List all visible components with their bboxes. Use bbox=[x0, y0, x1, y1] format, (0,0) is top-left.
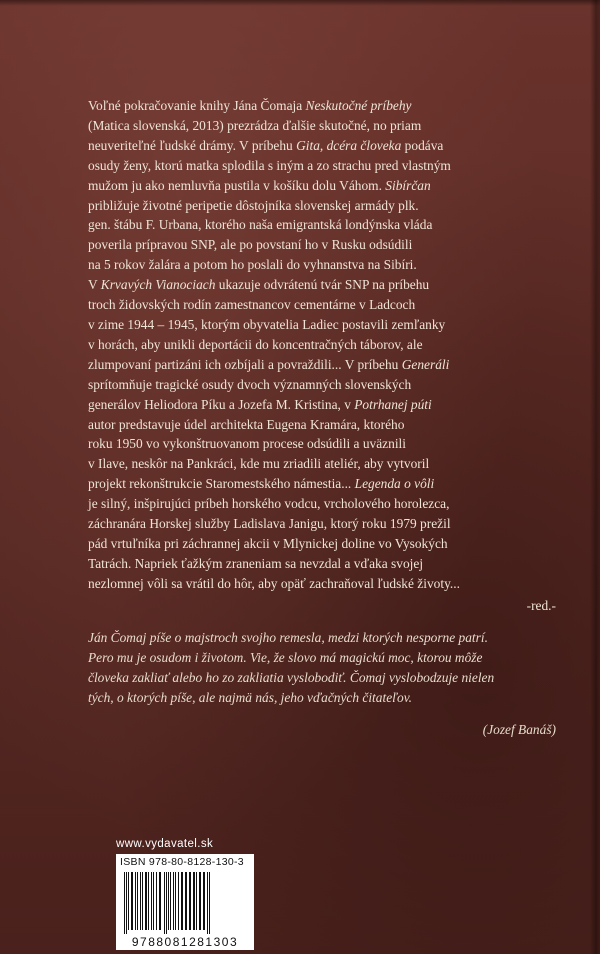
barcode-bar bbox=[203, 872, 205, 930]
blurb-line bbox=[88, 136, 556, 156]
barcode-bar bbox=[196, 872, 197, 930]
blurb-text-run: pád vrtuľníka pri záchrannej akcii v Mlynickej doline vo Vysokých bbox=[88, 535, 448, 551]
blurb-text-run: zlumpovaní partizáni ich ozbíjali a povraždili... V príbehu bbox=[88, 356, 402, 372]
blurb-text-run: v zime 1944 – 1945, ktorým obyvatelia Ladiec postavili zemľanky bbox=[88, 316, 446, 332]
barcode-bar bbox=[126, 872, 127, 934]
blurb-text-run: neuveriteľné ľudské drámy. V príbehu bbox=[88, 137, 297, 153]
blurb-line bbox=[88, 375, 556, 395]
blurb-line bbox=[88, 96, 556, 116]
quote-line: Pero mu je osudom i životom. Vie, že slovo má magickú moc, ktorou môže bbox=[88, 649, 483, 665]
publisher-website: www.vydavatel.sk bbox=[116, 838, 214, 850]
barcode-bar bbox=[193, 872, 195, 930]
barcode-bar bbox=[145, 872, 147, 930]
barcode-bar bbox=[178, 872, 179, 930]
blurb-text-run: V bbox=[88, 277, 101, 293]
blurb-line bbox=[88, 196, 556, 216]
blurb-line bbox=[88, 574, 556, 594]
barcode-bar bbox=[142, 872, 143, 930]
blurb-text-run: v horách, aby unikli deportácii do koncentračných táborov, ale bbox=[88, 336, 423, 352]
blurb-text bbox=[88, 96, 556, 594]
barcode-bar bbox=[168, 872, 169, 930]
barcode-bar bbox=[173, 872, 174, 930]
quote-line: Ján Čomaj píše o majstroch svojho remesla, medzi ktorých nesporne patrí. bbox=[88, 630, 488, 645]
blurb-text-run: na 5 rokov žalára a potom ho poslali do vyhnanstva na Sibíri. bbox=[88, 257, 417, 273]
barcode-bar bbox=[164, 872, 165, 934]
blurb-line bbox=[88, 534, 556, 554]
blurb-line bbox=[88, 275, 556, 295]
blurb-text-run: osudy ženy, ktorú matka splodila s iným a zo strachu pred vlastným bbox=[88, 157, 451, 173]
spine-edge-shadow bbox=[590, 0, 600, 954]
blurb-text-run: v Ilave, neskôr na Pankráci, kde mu zriadili ateliér, aby vytvoril bbox=[88, 456, 430, 472]
blurb-text-run: sprítomňuje tragické osudy dvoch významných slovenských bbox=[88, 376, 412, 392]
quote-line: tých, o ktorých píše, ale najmä nás, jeho vďačných čitateľov. bbox=[88, 689, 412, 705]
barcode-bar bbox=[156, 872, 157, 930]
barcode-bar bbox=[207, 872, 208, 934]
blurb-line bbox=[88, 335, 556, 355]
blurb-text-run: troch židovských rodín zamestnancov cementárne v Ladcoch bbox=[88, 297, 416, 313]
barcode-bar bbox=[189, 872, 191, 930]
blurb-line bbox=[88, 554, 556, 574]
book-title: Krvavých Vianociach bbox=[100, 277, 216, 293]
blurb-line bbox=[88, 454, 556, 474]
book-title: Legenda o vôli bbox=[354, 476, 435, 492]
blurb-text-run: Voľné pokračovanie knihy Jána Čomaja bbox=[88, 98, 306, 113]
book-title: Neskutočné príbehy bbox=[305, 98, 412, 113]
blurb-text-run: približuje životné peripetie dôstojníka slovenskej armády plk. bbox=[88, 197, 419, 213]
quote-attribution: (Jozef Banáš) bbox=[482, 722, 556, 737]
blurb-line bbox=[88, 355, 556, 375]
barcode-bar bbox=[170, 872, 171, 930]
blurb-text-run: záchranára Horskej služby Ladislava Janigu, ktorý roku 1979 prežil bbox=[88, 516, 451, 532]
quote-line: človeka zakliať alebo ho zo zakliatia vyslobodiť. Čomaj vyslobodzuje nielen bbox=[88, 669, 495, 685]
blurb-line bbox=[88, 395, 556, 415]
blurb-line bbox=[88, 415, 556, 435]
barcode-bar bbox=[209, 872, 210, 934]
blurb-text-run: nezlomnej vôli sa vrátil do hôr, aby opäť zachraňoval ľudské životy... bbox=[88, 575, 460, 591]
blurb-line bbox=[88, 494, 556, 514]
top-edge-shadow bbox=[0, 0, 600, 6]
barcode-label bbox=[116, 854, 254, 950]
blurb-line bbox=[88, 176, 556, 196]
barcode-bar bbox=[199, 872, 201, 930]
barcode bbox=[122, 872, 248, 934]
blurb-line bbox=[88, 156, 556, 176]
blurb-line bbox=[88, 215, 556, 235]
barcode-bar bbox=[175, 872, 176, 930]
blurb-text-run: gen. štábu F. Urbana, ktorého naša emigrantská londýnska vláda bbox=[88, 217, 433, 233]
book-title: Potrhanej púti bbox=[354, 396, 432, 412]
blurb-line bbox=[88, 514, 556, 534]
barcode-bar bbox=[181, 872, 183, 930]
barcode-bar bbox=[159, 872, 161, 930]
blurb-text-run: Tatrách. Napriek ťažkým zraneniam sa nevzdal a vďaka svojej bbox=[88, 555, 424, 571]
blurb-text-run: roku 1950 vo vykonštruovanom procese odsúdili a uväznili bbox=[88, 436, 406, 452]
blurb-text-run: (Matica slovenská, 2013) prezrádza ďalšie skutočné, no priam bbox=[88, 117, 422, 133]
barcode-bar bbox=[128, 872, 129, 930]
blurb-text-run: generálov Heliodora Píku a Jozefa M. Kristina, v bbox=[88, 396, 355, 412]
blurb-line bbox=[88, 315, 556, 335]
barcode-bar bbox=[137, 872, 138, 930]
blurb-line bbox=[88, 255, 556, 275]
blurb-text-run: autor predstavuje údel architekta Eugena Kramára, ktorého bbox=[88, 416, 405, 432]
blurb-text-run: projekt rekonštrukcie Staromestského námestia... bbox=[88, 476, 355, 492]
isbn-number: ISBN 978-80-8128-130-3 bbox=[120, 856, 244, 868]
book-title: Sibírčan bbox=[385, 177, 431, 193]
blurb-text-run: ukazuje odvrátenú tvár SNP na príbehu bbox=[215, 277, 430, 293]
barcode-bar bbox=[151, 872, 152, 930]
barcode-bar bbox=[185, 872, 187, 930]
review-quote bbox=[88, 628, 568, 708]
blurb-text-run: poverila prípravou SNP, ale po povstaní ho v Rusku odsúdili bbox=[88, 237, 413, 253]
barcode-bar bbox=[124, 872, 125, 934]
barcode-bar bbox=[153, 872, 154, 930]
book-title: Generáli bbox=[401, 356, 450, 372]
barcode-bar bbox=[131, 872, 133, 930]
barcode-bar bbox=[166, 872, 167, 934]
ean-digits: 9788081281303 bbox=[131, 935, 239, 949]
blurb-line bbox=[88, 116, 556, 136]
blurb-line bbox=[88, 235, 556, 255]
book-title: Gita, dcéra človeka bbox=[296, 137, 402, 153]
barcode-bar bbox=[148, 872, 149, 930]
barcode-bar bbox=[140, 872, 141, 930]
blurb-text-run: je silný, inšpirujúci príbeh horského vodcu, vrcholového horolezca, bbox=[88, 496, 450, 512]
blurb-signature: -red.- bbox=[526, 598, 556, 613]
blurb-text-run: mužom ju ako nemluvňa pustila v košíku dolu Váhom. bbox=[88, 177, 386, 193]
blurb-text-run: podáva bbox=[401, 137, 444, 153]
blurb-line bbox=[88, 474, 556, 494]
barcode-bar bbox=[135, 872, 136, 930]
blurb-line bbox=[88, 295, 556, 315]
blurb-line bbox=[88, 434, 556, 454]
